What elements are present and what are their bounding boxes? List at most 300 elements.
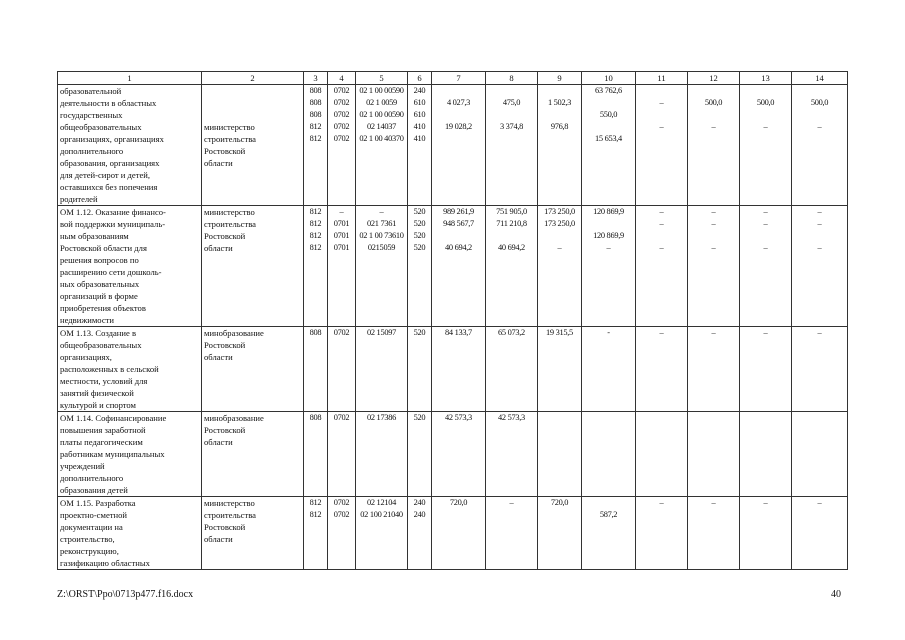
table-cell	[792, 339, 848, 351]
table-cell: 0702	[328, 497, 356, 510]
table-cell: 02 1 0059	[356, 97, 408, 109]
table-cell: 520	[408, 242, 432, 254]
table-cell	[792, 399, 848, 412]
table-cell	[328, 424, 356, 436]
table-row	[58, 85, 848, 98]
table-cell	[328, 436, 356, 448]
table-cell: области	[202, 157, 304, 169]
table-cell	[740, 145, 792, 157]
table-cell	[740, 533, 792, 545]
table-cell	[202, 85, 304, 98]
table-cell	[538, 460, 582, 472]
table-cell	[202, 545, 304, 557]
table-cell	[486, 157, 538, 169]
table-cell	[202, 278, 304, 290]
table-cell	[328, 448, 356, 460]
table-row	[58, 302, 848, 314]
table-cell	[432, 460, 486, 472]
table-cell	[740, 436, 792, 448]
table-cell	[636, 545, 688, 557]
table-cell	[636, 509, 688, 521]
table-cell	[408, 545, 432, 557]
table-cell: решения вопросов по	[58, 254, 202, 266]
table-cell	[740, 484, 792, 497]
table-cell	[740, 339, 792, 351]
table-cell: 40 694,2	[432, 242, 486, 254]
table-cell	[304, 266, 328, 278]
table-cell	[688, 181, 740, 193]
table-cell: 0702	[328, 327, 356, 340]
table-cell	[486, 193, 538, 206]
table-cell: –	[636, 242, 688, 254]
table-cell	[432, 169, 486, 181]
table-cell	[538, 533, 582, 545]
table-cell	[202, 97, 304, 109]
column-header: 4	[328, 72, 356, 85]
table-row	[58, 399, 848, 412]
table-cell: 63 762,6	[582, 85, 636, 98]
table-cell	[328, 545, 356, 557]
table-row	[58, 472, 848, 484]
table-cell	[582, 436, 636, 448]
table-row	[58, 375, 848, 387]
table-cell	[792, 278, 848, 290]
table-cell	[582, 533, 636, 545]
table-cell	[636, 266, 688, 278]
table-cell	[328, 193, 356, 206]
table-cell	[538, 387, 582, 399]
table-cell: образования детей	[58, 484, 202, 497]
table-cell: 610	[408, 97, 432, 109]
table-cell	[356, 557, 408, 570]
table-cell	[202, 363, 304, 375]
table-cell	[432, 363, 486, 375]
table-cell	[792, 436, 848, 448]
table-cell	[408, 424, 432, 436]
table-cell	[740, 509, 792, 521]
table-row	[58, 327, 848, 340]
table-cell: 520	[408, 412, 432, 425]
table-cell	[740, 351, 792, 363]
table-cell: 808	[304, 327, 328, 340]
table-cell	[582, 448, 636, 460]
table-cell	[486, 254, 538, 266]
table-cell	[432, 545, 486, 557]
table-cell	[486, 545, 538, 557]
table-cell	[636, 278, 688, 290]
table-cell: –	[688, 121, 740, 133]
table-cell: 0215059	[356, 242, 408, 254]
table-cell	[408, 193, 432, 206]
table-cell	[538, 509, 582, 521]
table-cell	[328, 254, 356, 266]
table-cell	[408, 254, 432, 266]
table-cell	[582, 278, 636, 290]
table-cell	[408, 533, 432, 545]
table-cell: области	[202, 242, 304, 254]
table-cell	[792, 545, 848, 557]
table-cell: 40 694,2	[486, 242, 538, 254]
table-row	[58, 97, 848, 109]
table-cell	[328, 460, 356, 472]
table-cell	[486, 448, 538, 460]
table-cell	[408, 460, 432, 472]
table-cell	[636, 412, 688, 425]
table-cell: 02 17386	[356, 412, 408, 425]
table-cell: проектно-сметной	[58, 509, 202, 521]
table-cell: 520	[408, 327, 432, 340]
table-cell	[408, 436, 432, 448]
table-cell	[486, 424, 538, 436]
table-cell: –	[636, 218, 688, 230]
table-cell: Ростовской	[202, 230, 304, 242]
table-cell	[408, 557, 432, 570]
table-cell: минобразование	[202, 412, 304, 425]
table-cell	[202, 254, 304, 266]
table-cell: организациях, организациях	[58, 133, 202, 145]
table-cell	[486, 109, 538, 121]
column-header: 1	[58, 72, 202, 85]
table-cell	[304, 290, 328, 302]
table-cell	[408, 145, 432, 157]
table-row	[58, 290, 848, 302]
table-cell	[408, 484, 432, 497]
table-cell: –	[636, 97, 688, 109]
table-cell	[356, 351, 408, 363]
table-cell	[328, 169, 356, 181]
table-cell	[538, 290, 582, 302]
table-cell	[582, 145, 636, 157]
table-cell	[356, 278, 408, 290]
table-cell	[356, 339, 408, 351]
table-cell	[432, 521, 486, 533]
table-cell: 812	[304, 206, 328, 219]
table-cell: газификацию областных	[58, 557, 202, 570]
table-cell	[328, 302, 356, 314]
table-cell	[636, 339, 688, 351]
table-cell: 520	[408, 218, 432, 230]
table-cell: 173 250,0	[538, 206, 582, 219]
table-cell	[582, 557, 636, 570]
table-cell	[432, 472, 486, 484]
table-cell	[636, 181, 688, 193]
table-cell: Ростовской	[202, 521, 304, 533]
table-cell	[582, 254, 636, 266]
table-cell	[740, 557, 792, 570]
table-cell: 02 14037	[356, 121, 408, 133]
table-cell	[740, 254, 792, 266]
table-cell	[636, 133, 688, 145]
table-cell: 976,8	[538, 121, 582, 133]
table-row	[58, 157, 848, 169]
table-cell	[688, 133, 740, 145]
table-cell	[328, 533, 356, 545]
table-cell: Ростовской области для	[58, 242, 202, 254]
table-cell: –	[792, 327, 848, 340]
table-row	[58, 193, 848, 206]
table-cell	[328, 557, 356, 570]
table-cell	[486, 484, 538, 497]
table-row	[58, 412, 848, 425]
table-cell	[792, 302, 848, 314]
table-row	[58, 533, 848, 545]
table-cell	[304, 387, 328, 399]
table-cell: –	[636, 327, 688, 340]
table-cell: платы педагогическим	[58, 436, 202, 448]
table-cell: ОМ 1.15. Разработка	[58, 497, 202, 510]
table-cell: 520	[408, 230, 432, 242]
table-cell	[740, 85, 792, 98]
table-cell	[582, 387, 636, 399]
table-cell	[432, 351, 486, 363]
table-row	[58, 109, 848, 121]
column-header: 9	[538, 72, 582, 85]
column-header: 2	[202, 72, 304, 85]
table-cell: 410	[408, 121, 432, 133]
table-cell: 0702	[328, 412, 356, 425]
table-cell: 812	[304, 497, 328, 510]
table-cell: –	[636, 497, 688, 510]
table-cell	[408, 375, 432, 387]
table-cell	[792, 109, 848, 121]
table-cell: 520	[408, 206, 432, 219]
table-cell	[486, 521, 538, 533]
table-row	[58, 254, 848, 266]
table-cell	[432, 109, 486, 121]
table-cell	[408, 521, 432, 533]
table-cell: –	[792, 242, 848, 254]
table-cell	[356, 254, 408, 266]
table-cell	[304, 533, 328, 545]
table-cell: общеобразовательных	[58, 339, 202, 351]
table-cell	[688, 460, 740, 472]
table-cell	[356, 266, 408, 278]
table-cell	[792, 351, 848, 363]
budget-table	[57, 71, 848, 570]
table-cell: 0701	[328, 218, 356, 230]
table-cell: –	[636, 206, 688, 219]
table-cell	[582, 460, 636, 472]
table-cell	[688, 472, 740, 484]
table-cell	[688, 557, 740, 570]
table-cell	[688, 339, 740, 351]
table-cell	[486, 169, 538, 181]
table-cell: 0701	[328, 242, 356, 254]
table-cell	[356, 181, 408, 193]
table-cell	[356, 169, 408, 181]
table-cell	[486, 314, 538, 327]
table-cell: 173 250,0	[538, 218, 582, 230]
table-cell	[356, 387, 408, 399]
table-cell	[688, 363, 740, 375]
table-cell: ОМ 1.12. Оказание финансо-	[58, 206, 202, 219]
table-cell: –	[792, 206, 848, 219]
table-cell	[688, 266, 740, 278]
table-cell	[688, 412, 740, 425]
table-row	[58, 339, 848, 351]
table-cell: –	[792, 497, 848, 510]
table-cell	[636, 193, 688, 206]
table-cell	[356, 290, 408, 302]
table-cell	[432, 230, 486, 242]
table-cell: 4 027,3	[432, 97, 486, 109]
table-cell	[202, 302, 304, 314]
table-cell: 812	[304, 121, 328, 133]
table-cell	[356, 424, 408, 436]
table-cell	[792, 521, 848, 533]
table-cell: 812	[304, 509, 328, 521]
table-cell	[538, 399, 582, 412]
table-cell	[304, 351, 328, 363]
table-cell	[792, 230, 848, 242]
table-cell	[740, 375, 792, 387]
table-cell	[538, 230, 582, 242]
table-cell	[538, 351, 582, 363]
column-header: 8	[486, 72, 538, 85]
table-row	[58, 436, 848, 448]
table-cell	[432, 193, 486, 206]
table-cell	[582, 181, 636, 193]
table-cell	[538, 85, 582, 98]
table-cell	[304, 181, 328, 193]
table-cell	[432, 533, 486, 545]
table-cell	[486, 181, 538, 193]
table-cell	[304, 169, 328, 181]
table-cell	[486, 230, 538, 242]
table-cell	[688, 193, 740, 206]
table-cell: ным образованиям	[58, 230, 202, 242]
table-row	[58, 169, 848, 181]
table-cell	[538, 424, 582, 436]
table-cell	[688, 145, 740, 157]
table-cell	[304, 314, 328, 327]
table-cell	[636, 375, 688, 387]
table-cell	[356, 193, 408, 206]
column-header: 12	[688, 72, 740, 85]
table-cell	[304, 521, 328, 533]
table-cell	[356, 363, 408, 375]
table-cell: –	[792, 121, 848, 133]
table-cell	[538, 169, 582, 181]
table-cell	[792, 412, 848, 425]
table-cell	[740, 278, 792, 290]
table-cell	[582, 339, 636, 351]
table-cell	[740, 302, 792, 314]
table-cell	[202, 387, 304, 399]
table-cell: деятельности в областных	[58, 97, 202, 109]
table-cell	[636, 169, 688, 181]
table-cell: 19 028,2	[432, 121, 486, 133]
table-cell	[356, 472, 408, 484]
table-cell: 15 653,4	[582, 133, 636, 145]
table-cell	[202, 290, 304, 302]
table-cell	[636, 230, 688, 242]
column-header: 14	[792, 72, 848, 85]
table-cell	[304, 448, 328, 460]
table-cell: 812	[304, 230, 328, 242]
table-cell: ных образовательных	[58, 278, 202, 290]
table-cell	[582, 314, 636, 327]
table-cell: 989 261,9	[432, 206, 486, 219]
table-cell	[636, 460, 688, 472]
table-cell: 500,0	[688, 97, 740, 109]
table-cell	[636, 472, 688, 484]
table-cell	[538, 436, 582, 448]
table-cell: 84 133,7	[432, 327, 486, 340]
table-cell	[688, 169, 740, 181]
table-cell	[538, 521, 582, 533]
table-cell	[688, 436, 740, 448]
table-cell: 500,0	[740, 97, 792, 109]
table-cell: –	[538, 242, 582, 254]
table-cell	[486, 278, 538, 290]
table-cell	[408, 266, 432, 278]
table-cell	[688, 448, 740, 460]
table-cell	[740, 169, 792, 181]
table-cell	[538, 254, 582, 266]
table-cell	[432, 509, 486, 521]
table-cell	[328, 387, 356, 399]
table-cell	[792, 145, 848, 157]
table-cell	[356, 460, 408, 472]
table-cell	[432, 375, 486, 387]
table-cell	[538, 314, 582, 327]
table-cell	[792, 424, 848, 436]
table-cell: 1 502,3	[538, 97, 582, 109]
table-cell	[636, 521, 688, 533]
table-cell	[688, 314, 740, 327]
table-cell: –	[636, 121, 688, 133]
table-cell: 808	[304, 412, 328, 425]
table-cell	[486, 133, 538, 145]
table-cell	[486, 145, 538, 157]
table-cell	[202, 314, 304, 327]
table-row	[58, 230, 848, 242]
table-cell	[688, 375, 740, 387]
table-cell	[328, 339, 356, 351]
table-cell: 587,2	[582, 509, 636, 521]
table-cell: родителей	[58, 193, 202, 206]
table-cell	[202, 193, 304, 206]
table-cell	[304, 557, 328, 570]
table-cell	[408, 181, 432, 193]
table-cell	[486, 351, 538, 363]
table-row	[58, 145, 848, 157]
table-cell	[688, 302, 740, 314]
table-cell	[740, 448, 792, 460]
table-cell: реконструкцию,	[58, 545, 202, 557]
table-cell: образовательной	[58, 85, 202, 98]
table-cell	[636, 387, 688, 399]
table-cell	[582, 351, 636, 363]
table-cell	[538, 278, 582, 290]
table-cell	[740, 363, 792, 375]
table-cell	[740, 133, 792, 145]
table-cell	[304, 375, 328, 387]
table-cell	[688, 85, 740, 98]
table-cell: 812	[304, 133, 328, 145]
table-cell	[582, 193, 636, 206]
table-cell: организациях,	[58, 351, 202, 363]
table-cell: министерство	[202, 206, 304, 219]
table-cell	[432, 484, 486, 497]
table-cell	[582, 97, 636, 109]
table-cell	[356, 484, 408, 497]
table-cell	[740, 314, 792, 327]
table-cell	[538, 545, 582, 557]
table-cell	[432, 145, 486, 157]
column-header: 13	[740, 72, 792, 85]
